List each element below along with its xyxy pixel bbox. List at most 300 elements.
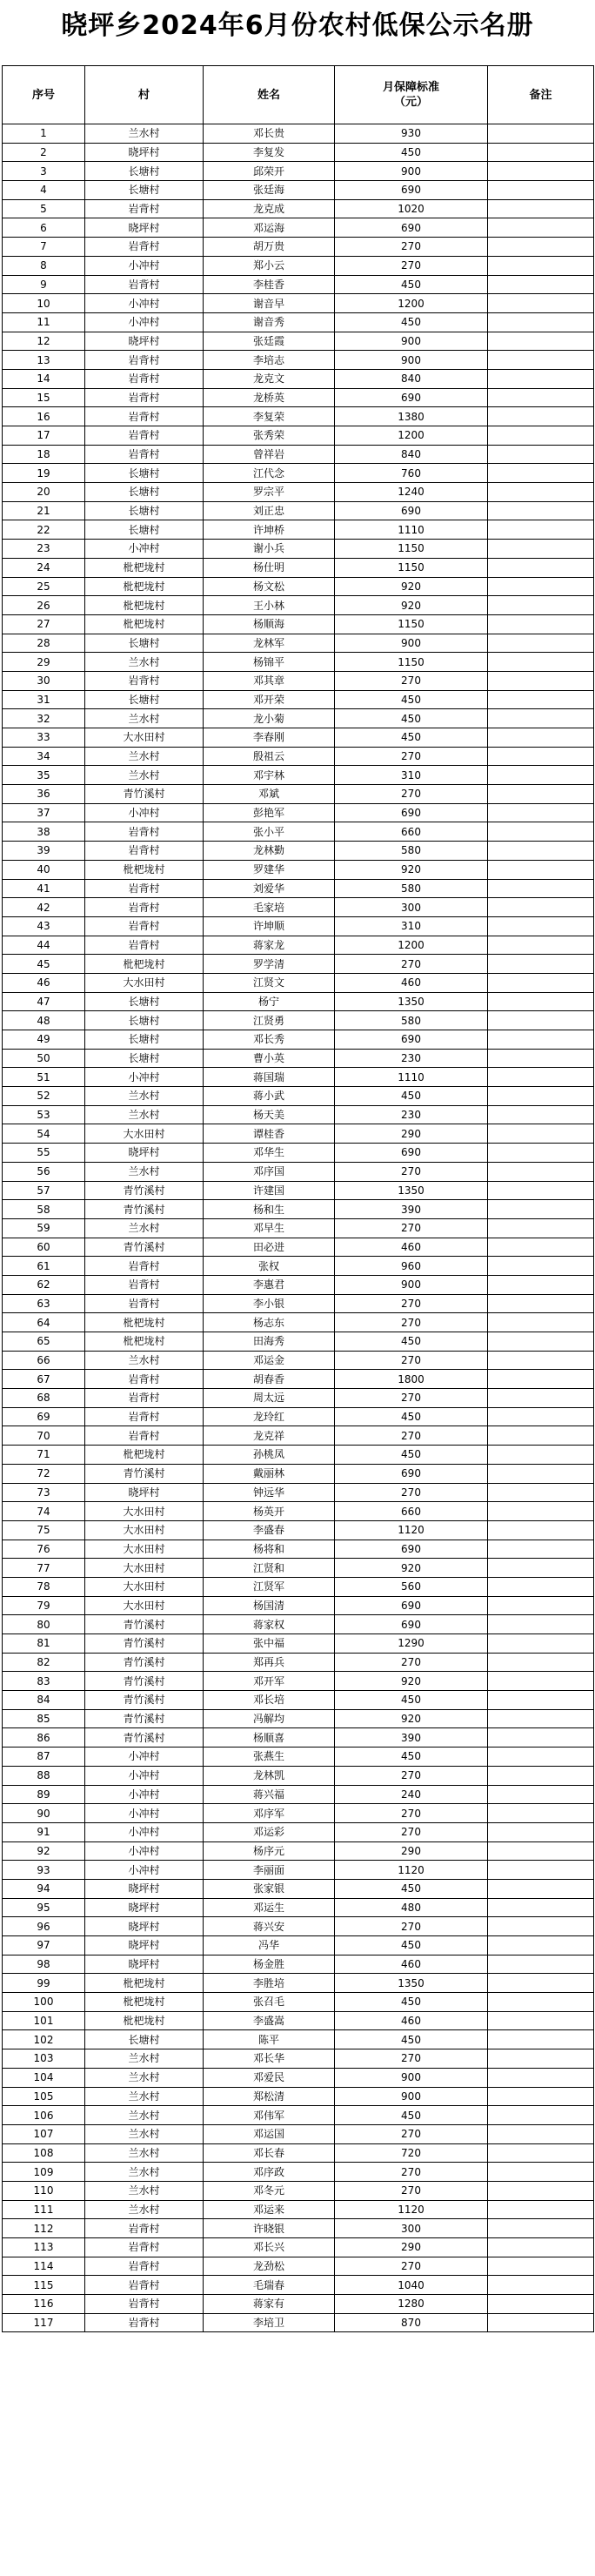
table-row [3,1068,594,1087]
cell-village: 长塘村 [85,464,204,483]
cell-name: 邓开荣 [204,690,335,709]
cell-standard: 1380 [335,407,488,426]
table-row [3,1464,594,1483]
cell-village: 兰水村 [85,2049,204,2069]
cell-no: 4 [3,181,85,200]
cell-remark [488,1559,594,1578]
cell-village: 岩背村 [85,1275,204,1294]
cell-standard: 450 [335,1087,488,1106]
cell-name: 邓序国 [204,1162,335,1181]
cell-village: 小冲村 [85,294,204,313]
cell-remark [488,1974,594,1993]
cell-remark [488,2295,594,2314]
cell-no: 2 [3,143,85,162]
cell-village: 岩背村 [85,2257,204,2276]
cell-remark [488,2143,594,2163]
cell-village: 长塘村 [85,1011,204,1030]
cell-village: 枇杷垅村 [85,955,204,974]
cell-remark [488,1030,594,1050]
cell-name: 曾祥岩 [204,445,335,464]
cell-village: 小冲村 [85,1861,204,1880]
cell-standard: 580 [335,1011,488,1030]
cell-standard: 690 [335,1144,488,1163]
table-row [3,312,594,332]
cell-standard: 560 [335,1577,488,1596]
cell-remark [488,1181,594,1200]
cell-no: 52 [3,1087,85,1106]
cell-remark [488,2181,594,2200]
table-row [3,690,594,709]
cell-standard: 920 [335,1672,488,1691]
cell-village: 兰水村 [85,2106,204,2125]
table-row [3,936,594,955]
cell-remark [488,1898,594,1917]
cell-village: 岩背村 [85,898,204,917]
cell-village: 岩背村 [85,275,204,294]
cell-standard: 1350 [335,992,488,1011]
table-row [3,2257,594,2276]
cell-no: 70 [3,1426,85,1446]
cell-no: 101 [3,2011,85,2030]
cell-standard: 450 [335,2030,488,2049]
cell-village: 小冲村 [85,1804,204,1823]
cell-village: 岩背村 [85,1294,204,1313]
cell-village: 大水田村 [85,1540,204,1559]
cell-remark [488,238,594,257]
cell-village: 小冲村 [85,803,204,822]
cell-remark [488,1672,594,1691]
cell-remark [488,1577,594,1596]
cell-standard: 450 [335,1993,488,2012]
cell-standard: 1150 [335,540,488,559]
cell-no: 26 [3,596,85,615]
cell-standard: 270 [335,785,488,804]
cell-village: 岩背村 [85,2276,204,2295]
cell-village: 岩背村 [85,445,204,464]
table-row [3,351,594,370]
cell-no: 65 [3,1332,85,1352]
cell-name: 江贤军 [204,1577,335,1596]
cell-village: 长塘村 [85,483,204,502]
cell-remark [488,842,594,861]
cell-standard: 900 [335,2087,488,2106]
table-row [3,822,594,842]
cell-village: 岩背村 [85,369,204,388]
cell-remark [488,596,594,615]
cell-village: 岩背村 [85,879,204,898]
cell-standard: 920 [335,596,488,615]
header-remark: 备注 [488,66,594,124]
cell-village: 长塘村 [85,690,204,709]
cell-name: 彭艳军 [204,803,335,822]
cell-name: 杨将和 [204,1540,335,1559]
header-no: 序号 [3,66,85,124]
cell-no: 64 [3,1313,85,1332]
cell-name: 张廷霞 [204,332,335,351]
cell-name: 李春刚 [204,728,335,748]
cell-standard: 760 [335,464,488,483]
table-row [3,709,594,728]
table-row [3,916,594,936]
table-row [3,407,594,426]
cell-standard: 960 [335,1257,488,1276]
cell-village: 长塘村 [85,634,204,653]
cell-name: 邓斌 [204,785,335,804]
table-row [3,501,594,520]
table-row [3,2143,594,2163]
cell-no: 100 [3,1993,85,2012]
table-row [3,558,594,577]
cell-name: 邓其章 [204,671,335,690]
cell-name: 邓运生 [204,1898,335,1917]
table-row [3,1257,594,1276]
cell-standard: 270 [335,2124,488,2143]
table-row [3,879,594,898]
cell-remark [488,445,594,464]
cell-name: 龙小菊 [204,709,335,728]
table-row [3,860,594,879]
cell-no: 96 [3,1917,85,1936]
cell-name: 龙克祥 [204,1426,335,1446]
table-row [3,992,594,1011]
cell-remark [488,143,594,162]
cell-village: 岩背村 [85,822,204,842]
cell-village: 青竹溪村 [85,1653,204,1672]
table-row [3,653,594,672]
cell-name: 许坤顺 [204,916,335,936]
table-row [3,1822,594,1841]
table-row [3,2238,594,2257]
cell-no: 12 [3,332,85,351]
cell-remark [488,1804,594,1823]
cell-no: 112 [3,2219,85,2238]
table-row [3,1653,594,1672]
cell-village: 小冲村 [85,312,204,332]
cell-village: 兰水村 [85,1162,204,1181]
table-row [3,426,594,446]
table-row [3,1332,594,1352]
cell-no: 71 [3,1446,85,1465]
cell-name: 邓运来 [204,2200,335,2219]
cell-remark [488,1124,594,1144]
cell-remark [488,162,594,181]
table-row [3,1426,594,1446]
table-row [3,181,594,200]
cell-no: 95 [3,1898,85,1917]
cell-no: 115 [3,2276,85,2295]
table-row [3,747,594,766]
cell-standard: 580 [335,842,488,861]
table-row [3,520,594,540]
cell-no: 38 [3,822,85,842]
table-row [3,1238,594,1257]
cell-no: 77 [3,1559,85,1578]
cell-name: 邓宇林 [204,766,335,785]
cell-standard: 660 [335,822,488,842]
cell-name: 许坤桥 [204,520,335,540]
cell-remark [488,577,594,596]
cell-village: 枇杷垅村 [85,577,204,596]
table-row [3,1087,594,1106]
cell-no: 3 [3,162,85,181]
cell-remark [488,1294,594,1313]
cell-no: 91 [3,1822,85,1841]
cell-village: 枇杷垅村 [85,2011,204,2030]
cell-remark [488,766,594,785]
cell-name: 孙桃凤 [204,1446,335,1465]
cell-no: 35 [3,766,85,785]
cell-village: 兰水村 [85,653,204,672]
cell-village: 兰水村 [85,1351,204,1370]
cell-no: 22 [3,520,85,540]
table-row [3,596,594,615]
cell-village: 大水田村 [85,973,204,992]
table-row [3,2295,594,2314]
table-row [3,1709,594,1728]
cell-name: 杨国清 [204,1596,335,1615]
cell-village: 兰水村 [85,2124,204,2143]
cell-no: 109 [3,2163,85,2182]
cell-village: 岩背村 [85,407,204,426]
cell-name: 殷祖云 [204,747,335,766]
table-row [3,369,594,388]
table-row [3,1917,594,1936]
cell-village: 青竹溪村 [85,785,204,804]
cell-village: 兰水村 [85,2068,204,2087]
cell-name: 杨英开 [204,1502,335,1521]
cell-name: 田海秀 [204,1332,335,1352]
cell-no: 81 [3,1634,85,1654]
cell-standard: 450 [335,709,488,728]
cell-village: 晓坪村 [85,1936,204,1955]
cell-no: 9 [3,275,85,294]
cell-name: 邓早生 [204,1218,335,1238]
cell-name: 谢小兵 [204,540,335,559]
cell-remark [488,2219,594,2238]
table-row [3,483,594,502]
table-row [3,898,594,917]
cell-remark [488,936,594,955]
cell-standard: 270 [335,256,488,275]
table-row [3,1181,594,1200]
cell-name: 杨天美 [204,1105,335,1124]
cell-remark [488,860,594,879]
table-row [3,1105,594,1124]
cell-village: 小冲村 [85,540,204,559]
cell-village: 兰水村 [85,2143,204,2163]
cell-name: 李培志 [204,351,335,370]
cell-remark [488,1993,594,2012]
cell-name: 张秀荣 [204,426,335,446]
table-header-row [3,66,594,124]
cell-name: 李培卫 [204,2313,335,2332]
cell-remark [488,1615,594,1634]
cell-no: 85 [3,1709,85,1728]
cell-village: 长塘村 [85,501,204,520]
cell-remark [488,1332,594,1352]
cell-name: 龙林凯 [204,1766,335,1785]
cell-no: 93 [3,1861,85,1880]
cell-no: 59 [3,1218,85,1238]
cell-no: 37 [3,803,85,822]
cell-standard: 300 [335,898,488,917]
cell-no: 48 [3,1011,85,1030]
table-row [3,199,594,218]
cell-village: 枇杷垅村 [85,860,204,879]
table-row [3,1483,594,1502]
cell-village: 兰水村 [85,1087,204,1106]
cell-name: 杨顺海 [204,614,335,634]
cell-remark [488,1653,594,1672]
cell-standard: 690 [335,388,488,407]
cell-remark [488,2200,594,2219]
cell-name: 谢音秀 [204,312,335,332]
table-row [3,332,594,351]
cell-standard: 450 [335,1407,488,1426]
cell-remark [488,1785,594,1804]
cell-village: 小冲村 [85,1748,204,1767]
table-row [3,1446,594,1465]
cell-name: 杨金胜 [204,1955,335,1974]
cell-no: 47 [3,992,85,1011]
table-row [3,124,594,144]
cell-name: 郑小云 [204,256,335,275]
cell-standard: 270 [335,671,488,690]
cell-remark [488,2163,594,2182]
cell-no: 56 [3,1162,85,1181]
cell-name: 李复发 [204,143,335,162]
cell-no: 34 [3,747,85,766]
table-row [3,1200,594,1219]
cell-no: 40 [3,860,85,879]
cell-no: 82 [3,1653,85,1672]
cell-standard: 1150 [335,653,488,672]
cell-name: 杨锦平 [204,653,335,672]
cell-village: 晓坪村 [85,332,204,351]
cell-no: 8 [3,256,85,275]
table-row [3,2181,594,2200]
cell-no: 76 [3,1540,85,1559]
cell-no: 110 [3,2181,85,2200]
cell-village: 小冲村 [85,256,204,275]
cell-no: 30 [3,671,85,690]
cell-name: 邓运彩 [204,1822,335,1841]
table-row [3,2106,594,2125]
header-village: 村 [85,66,204,124]
cell-no: 7 [3,238,85,257]
cell-name: 毛瑞春 [204,2276,335,2295]
table-row [3,634,594,653]
cell-name: 张廷海 [204,181,335,200]
table-row [3,2163,594,2182]
cell-name: 龙林勤 [204,842,335,861]
cell-remark [488,351,594,370]
cell-remark [488,369,594,388]
cell-remark [488,2276,594,2295]
cell-standard: 1350 [335,1974,488,1993]
cell-no: 67 [3,1370,85,1389]
cell-name: 张燕生 [204,1748,335,1767]
cell-village: 兰水村 [85,1105,204,1124]
cell-village: 枇杷垅村 [85,1332,204,1352]
cell-name: 谭桂香 [204,1124,335,1144]
table-row [3,1596,594,1615]
cell-village: 岩背村 [85,1407,204,1426]
cell-remark [488,1520,594,1540]
cell-name: 江贤勇 [204,1011,335,1030]
cell-name: 邓长贵 [204,124,335,144]
cell-remark [488,2087,594,2106]
cell-standard: 690 [335,1596,488,1615]
cell-village: 晓坪村 [85,1879,204,1898]
cell-no: 104 [3,2068,85,2087]
cell-standard: 1200 [335,426,488,446]
cell-standard: 300 [335,2219,488,2238]
cell-no: 17 [3,426,85,446]
cell-remark [488,426,594,446]
table-row [3,1898,594,1917]
cell-no: 66 [3,1351,85,1370]
cell-standard: 450 [335,690,488,709]
cell-name: 邓序政 [204,2163,335,2182]
cell-no: 44 [3,936,85,955]
cell-remark [488,747,594,766]
table-row [3,1030,594,1050]
cell-standard: 290 [335,1124,488,1144]
cell-name: 王小林 [204,596,335,615]
cell-remark [488,124,594,144]
cell-village: 枇杷垅村 [85,596,204,615]
cell-name: 邓伟军 [204,2106,335,2125]
cell-remark [488,709,594,728]
cell-standard: 310 [335,766,488,785]
cell-no: 58 [3,1200,85,1219]
cell-name: 龙克成 [204,199,335,218]
table-row [3,1936,594,1955]
cell-standard: 270 [335,2181,488,2200]
cell-name: 蒋兴福 [204,1785,335,1804]
cell-name: 邓长春 [204,2143,335,2163]
cell-no: 5 [3,199,85,218]
cell-remark [488,634,594,653]
table-row [3,1162,594,1181]
cell-name: 邓华生 [204,1144,335,1163]
cell-village: 晓坪村 [85,1483,204,1502]
cell-name: 杨宁 [204,992,335,1011]
cell-name: 龙桥英 [204,388,335,407]
cell-no: 25 [3,577,85,596]
table-row [3,1351,594,1370]
cell-standard: 270 [335,1653,488,1672]
cell-standard: 270 [335,1483,488,1502]
cell-standard: 690 [335,803,488,822]
cell-village: 兰水村 [85,2163,204,2182]
cell-remark [488,312,594,332]
table-row [3,388,594,407]
cell-village: 枇杷垅村 [85,614,204,634]
cell-village: 青竹溪村 [85,1464,204,1483]
cell-remark [488,1407,594,1426]
cell-no: 84 [3,1691,85,1710]
cell-standard: 690 [335,1464,488,1483]
cell-remark [488,2011,594,2030]
cell-remark [488,540,594,559]
table-row [3,842,594,861]
cell-remark [488,2313,594,2332]
cell-village: 岩背村 [85,936,204,955]
cell-no: 113 [3,2238,85,2257]
cell-remark [488,1709,594,1728]
